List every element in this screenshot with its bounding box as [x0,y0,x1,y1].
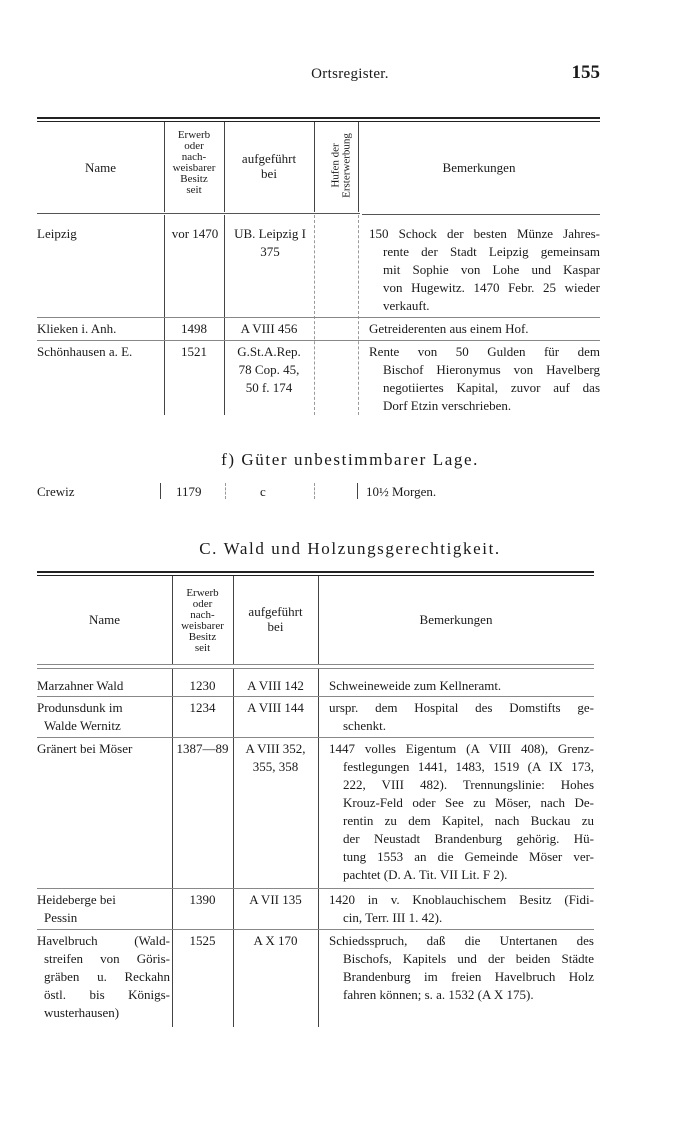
header-bottom-rule [362,214,600,215]
row-ref-line: 78 Cop. 45, [238,362,300,377]
row-bemerkungen: Schweineweide zum Kellneramt. [329,678,502,693]
remark-line: Krouz-Feld oder See zu Möser, nach De- [343,795,594,810]
row-erwerb: 1390 [189,892,216,907]
col-header-name: Name [88,612,121,627]
remark-line: der Neustadt Brandenburg gehörig. Hü- [343,831,594,846]
remark-line: mit Sophie von Lohe und Kaspar [383,262,600,277]
header-line: seit [194,642,211,654]
remark-line: tung 1553 an die Gemeinde Möser ver- [343,849,594,864]
row-ref-line: 375 [260,244,280,259]
remark-line: Brandenburg im freien Havelbruch Holz [343,969,594,984]
row-name-line: Produnsdunk im [37,700,123,715]
table-1-top-rule [37,117,600,119]
row-name-line: Pessin [44,910,78,925]
name-line: wusterhausen) [44,1005,120,1020]
remark-line: von Hugewitz. 1470 Febr. 25 wieder [383,280,600,295]
header-line: weisbarer [181,620,224,632]
row-erwerb: 1387—89 [176,741,229,756]
remark-line: rente der Stadt Leipzig gemeinsam [383,244,600,259]
remark-line: Rente von 50 Gulden für dem [369,344,600,359]
name-line: streifen von Göris- [44,951,170,966]
remark-line: rentin zu dem Kapitel, nach Buckau zu [343,813,594,828]
row-name: Leipzig [37,226,77,241]
remark-line: negotiiertes Kapital, zuvor auf das [383,380,600,395]
section-c-heading: C. Wald und Holzungsgerechtigkeit. [199,539,501,558]
row-separator [37,340,600,341]
col-divider [314,483,315,499]
header-line: nach- [190,609,215,621]
row-erwerb: vor 1470 [171,226,219,241]
remark-line: fahren können; s. a. 1532 (A X 175). [343,987,534,1002]
col-header-bemerkungen: Bemerkungen [419,612,493,627]
row-ref-line: 355, 358 [252,759,299,774]
row-erwerb: 1521 [181,344,207,359]
row-bemerkungen: Getreiderenten aus einem Hof. [369,321,529,336]
name-line: östl. bis Königs- [44,987,170,1002]
col-divider [314,122,315,212]
row-ref-line: A VIII 142 [247,678,304,693]
remark-line: cin, Terr. III 1. 42). [343,910,443,925]
row-separator [37,317,600,318]
remark-line: Schiedsspruch, daß die Untertanen des [329,933,594,948]
remark-line: 1420 in v. Knoblauchischem Besitz (Fidi- [329,892,594,907]
row-name: Schönhausen a. E. [37,344,133,359]
row-ref-line: A VII 135 [249,892,302,907]
remark-line: pachtet (D. A. Tit. VII Lit. F 2). [343,867,508,882]
row-name: Marzahner Wald [37,678,124,693]
table-1-top-rule-thin [37,121,600,122]
header-line: weisbarer [172,162,216,174]
row-separator [37,929,594,930]
header-line: Erwerb [186,587,219,599]
col-divider [318,669,319,1027]
header-line: oder [184,140,204,152]
header-bottom-rule [37,668,594,669]
row-ref-line: A X 170 [253,933,298,948]
header-bottom-rule [37,664,594,665]
row-ref-line: 50 f. 174 [245,380,293,395]
remark-line: verkauft. [383,298,430,313]
row-separator [37,696,594,697]
section-f-heading: f) Güter unbestimmbarer Lage. [221,450,479,469]
row-name-line: Walde Wernitz [44,718,121,733]
row-erwerb: 1179 [176,484,202,499]
header-line: seit [186,184,202,196]
remark-line: 150 Schock der besten Münze Jahres- [369,226,600,241]
header-line: Besitz [180,173,208,185]
remark-line: 222, VIII 482). Trennungslinie: Hohes [343,777,594,792]
col-divider [358,215,359,415]
row-ref-line: A VIII 456 [240,321,298,336]
remark-line: urspr. dem Hospital des Domstifts ge- [329,700,594,715]
row-separator [37,888,594,889]
name-line: Havelbruch (Wald- [37,933,170,948]
remark-line: Bischof Hieronymus von Havelberg [383,362,600,377]
running-header-title: Ortsregister. [311,66,389,82]
col-divider [314,215,315,415]
table-2-top-rule [37,571,594,573]
header-line: Besitz [188,631,217,643]
header-line: oder [192,598,213,610]
col-divider [357,483,358,499]
row-erwerb: 1525 [189,933,216,948]
row-ref-line: A VIII 352, [245,741,306,756]
col-divider [164,215,165,415]
col-divider [160,483,161,499]
row-ref-line: A VIII 144 [247,700,304,715]
row-name: Gränert bei Möser [37,741,133,756]
col-divider [233,669,234,1027]
row-separator [37,737,594,738]
row-ref-line: UB. Leipzig I [234,226,306,241]
header-line: bei [267,619,284,634]
col-header-name: Name [84,160,117,175]
remark-line: festlegungen 1441, 1483, 1519 (A IX 173, [343,759,594,774]
row-ref-line: G.St.A.Rep. [237,344,301,359]
row-bemerkungen: 10½ Morgen. [366,484,437,499]
header-line: Erwerb [177,129,211,141]
header-line: Hufen der [329,143,342,188]
row-erwerb: 1230 [189,678,216,693]
row-name: Crewiz [37,484,75,499]
col-divider [225,483,226,499]
remark-line: 1447 volles Eigentum (A VIII 408), Grenz- [329,741,594,756]
row-ref: c [260,484,266,499]
row-erwerb: 1234 [189,700,216,715]
header-line: nach- [181,151,207,163]
row-name: Klieken i. Anh. [37,321,117,336]
header-line: bei [261,166,277,181]
header-line: aufgeführt [248,604,303,619]
row-erwerb: 1498 [181,321,207,336]
name-line: gräben u. Reckahn [44,969,170,984]
header-bottom-rule [37,213,360,214]
row-name-line: Heideberge bei [37,892,116,907]
remark-line: schenkt. [343,718,386,733]
table-2-top-rule-thin [37,575,594,576]
header-line: aufgeführt [241,151,297,166]
col-header-bemerkungen: Bemerkungen [442,160,516,175]
col-divider [172,669,173,1027]
remark-line: Bischofs, Kapitels und der beiden Städte [343,951,594,966]
remark-line: Dorf Etzin verschrieben. [383,398,512,413]
page-number: 155 [571,62,600,83]
header-line: Ersterwerbung [340,133,353,198]
